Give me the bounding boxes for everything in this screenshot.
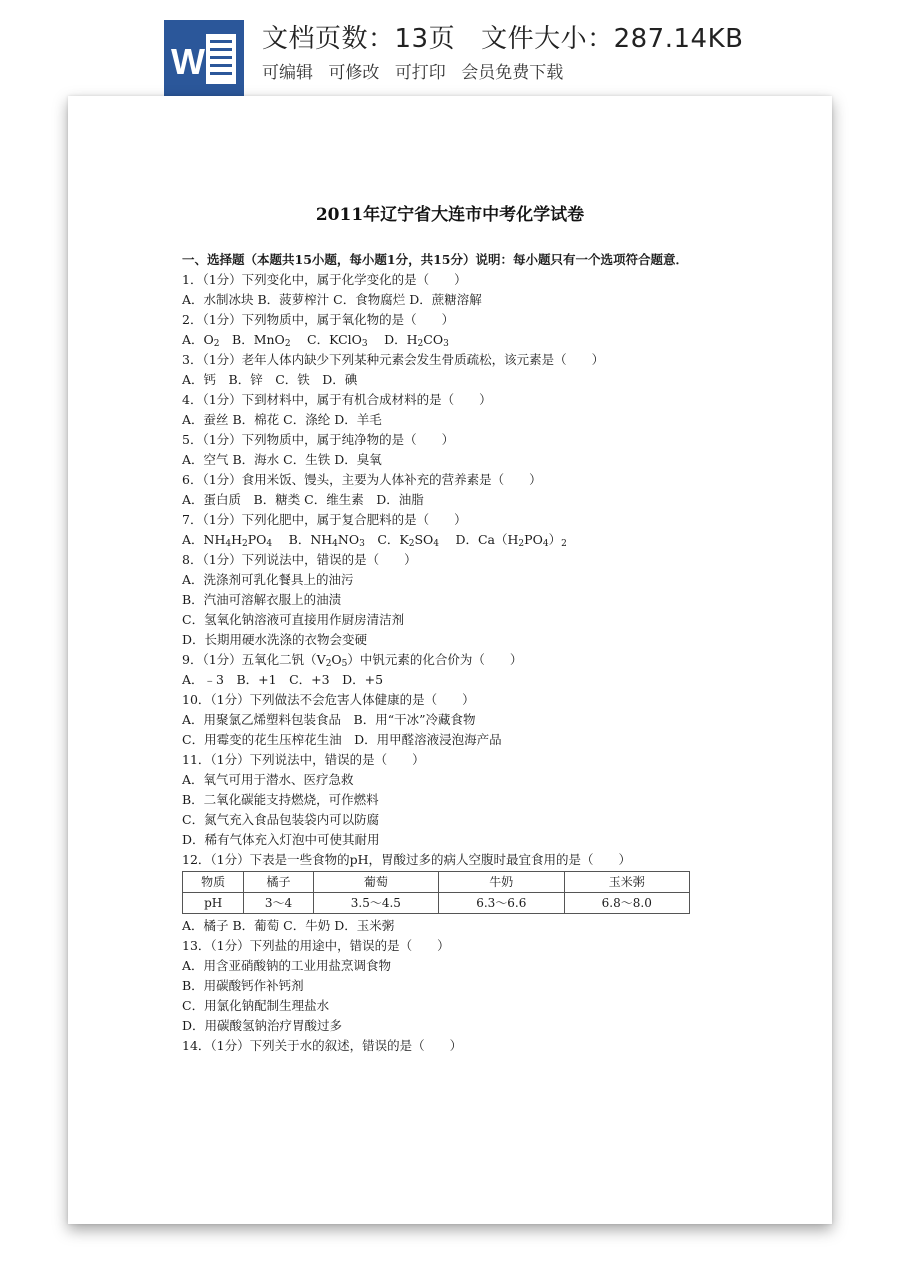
- banner-title: [262, 18, 743, 55]
- question-6-options: A．蛋白质 B．糖类 C．维生素 D．油脂: [182, 492, 424, 507]
- question-9: 9．（1分）五氧化二钒$(V_2O_5)$中钒元素的化合价为（ ）: [182, 652, 523, 669]
- question-13-option-d: D．用碳酸氢钠治疗胃酸过多: [182, 1018, 343, 1033]
- question-2-options: A．$O_2$ B．MnO$_2$ C．KClO$_3$ D．$H_2CO_3$: [182, 332, 449, 349]
- question-4-options: A．蚕丝 B．棉花 C．涤纶 D．羊毛: [182, 412, 382, 427]
- table-cell: pH: [183, 893, 244, 914]
- question-7: 7．（1分）下列化肥中，属于复合肥料的是（ ）: [182, 512, 467, 527]
- section-heading: 一、选择题（本题共15小题，每小题1分，共15分）说明：每小题只有一个选项符合题意．: [182, 252, 688, 267]
- question-10-options-cd: C．用霉变的花生压榨花生油 D．用甲醛溶液浸泡海产品: [182, 732, 502, 747]
- question-14: 14．（1分）下列关于水的叙述，错误的是（ ）: [182, 1038, 463, 1053]
- ph-table-header: [183, 872, 690, 893]
- feature-list: [262, 58, 573, 83]
- question-7-options: A．$NH_4H_2PO_4$ B．$NH_4NO_3$ C．$K_2SO_4$ D．$Ca(H_2PO_4)_2$: [182, 532, 567, 549]
- feature-free-download: 会员免费下载: [461, 63, 564, 83]
- table-cell: 3～4: [244, 893, 313, 914]
- table-cell: 6.3～6.6: [439, 893, 564, 914]
- feature-modifiable: 可修改: [328, 63, 380, 83]
- word-document-icon: [164, 20, 244, 98]
- file-size: 文件大小：287.14KB: [481, 24, 744, 54]
- page-count: 文档页数：13页: [262, 24, 456, 54]
- question-11-option-c: C．氮气充入食品包装袋内可以防腐: [182, 812, 380, 827]
- table-cell: 3.5～4.5: [313, 893, 438, 914]
- question-5-options: A．空气 B．海水 C．生铁 D．臭氧: [182, 452, 382, 467]
- question-13: 13．（1分）下列盐的用途中，错误的是（ ）: [182, 938, 450, 953]
- question-11-option-d: D．稀有气体充入灯泡中可使其耐用: [182, 832, 380, 847]
- question-2: 2．（1分）下列物质中，属于氧化物的是（ ）: [182, 312, 455, 327]
- question-list: [182, 250, 722, 1056]
- svg-text:W: W: [171, 41, 205, 82]
- question-6: 6．（1分）食用米饭、馒头，主要为人体补充的营养素是（ ）: [182, 472, 542, 487]
- question-8: 8．（1分）下列说法中，错误的是（ ）: [182, 552, 417, 567]
- feature-printable: 可打印: [394, 63, 446, 83]
- question-1: 1．（1分）下列变化中，属于化学变化的是（ ）: [182, 272, 467, 287]
- question-3: 3．（1分）老年人体内缺少下列某种元素会发生骨质疏松，该元素是（ ）: [182, 352, 605, 367]
- question-13-option-b: B．用碳酸钙作补钙剂: [182, 978, 304, 993]
- question-8-option-b: B．汽油可溶解衣服上的油渍: [182, 592, 342, 607]
- question-3-options: A．钙 B．锌 C．铁 D．碘: [182, 372, 358, 387]
- question-11-option-a: A．氧气可用于潜水、医疗急救: [182, 772, 354, 787]
- question-9-options: A．﹣3 B．+1 C．+3 D．+5: [182, 672, 384, 687]
- question-11-option-b: B．二氧化碳能支持燃烧，可作燃料: [182, 792, 379, 807]
- ph-table: [182, 871, 690, 914]
- table-cell: 玉米粥: [564, 872, 689, 893]
- download-banner: [0, 0, 900, 100]
- question-12: 12．（1分）下表是一些食物的pH，胃酸过多的病人空腹时最宜食用的是（ ）: [182, 852, 632, 867]
- document-page: [68, 96, 832, 1224]
- question-8-option-d: D．长期用硬水洗涤的衣物会变硬: [182, 632, 368, 647]
- question-12-options: A．橘子 B．葡萄 C．牛奶 D．玉米粥: [182, 918, 395, 933]
- question-8-option-a: A．洗涤剂可乳化餐具上的油污: [182, 572, 354, 587]
- question-10: 10．（1分）下列做法不会危害人体健康的是（ ）: [182, 692, 475, 707]
- document-title: 2011年辽宁省大连市中考化学试卷: [315, 205, 585, 225]
- question-1-options: A．水制冰块 B．菠萝榨汁 C．食物腐烂 D．蔗糖溶解: [182, 292, 482, 307]
- table-cell: 橘子: [244, 872, 313, 893]
- question-4: 4．（1分）下到材料中，属于有机合成材料的是（ ）: [182, 392, 492, 407]
- table-cell: 物质: [183, 872, 244, 893]
- feature-editable: 可编辑: [262, 63, 313, 83]
- table-cell: 牛奶: [439, 872, 564, 893]
- question-13-option-c: C．用氯化钠配制生理盐水: [182, 998, 330, 1013]
- question-10-options-ab: A．用聚氯乙烯塑料包装食品 B．用“干冰”冷藏食物: [182, 712, 476, 727]
- question-13-option-a: A．用含亚硝酸钠的工业用盐烹调食物: [182, 958, 392, 973]
- ph-table-row: [183, 893, 690, 914]
- question-8-option-c: C．氢氧化钠溶液可直接用作厨房清洁剂: [182, 612, 405, 627]
- table-cell: 葡萄: [313, 872, 438, 893]
- table-cell: 6.8～8.0: [564, 893, 689, 914]
- question-5: 5．（1分）下列物质中，属于纯净物的是（ ）: [182, 432, 455, 447]
- question-11: 11．（1分）下列说法中，错误的是（ ）: [182, 752, 425, 767]
